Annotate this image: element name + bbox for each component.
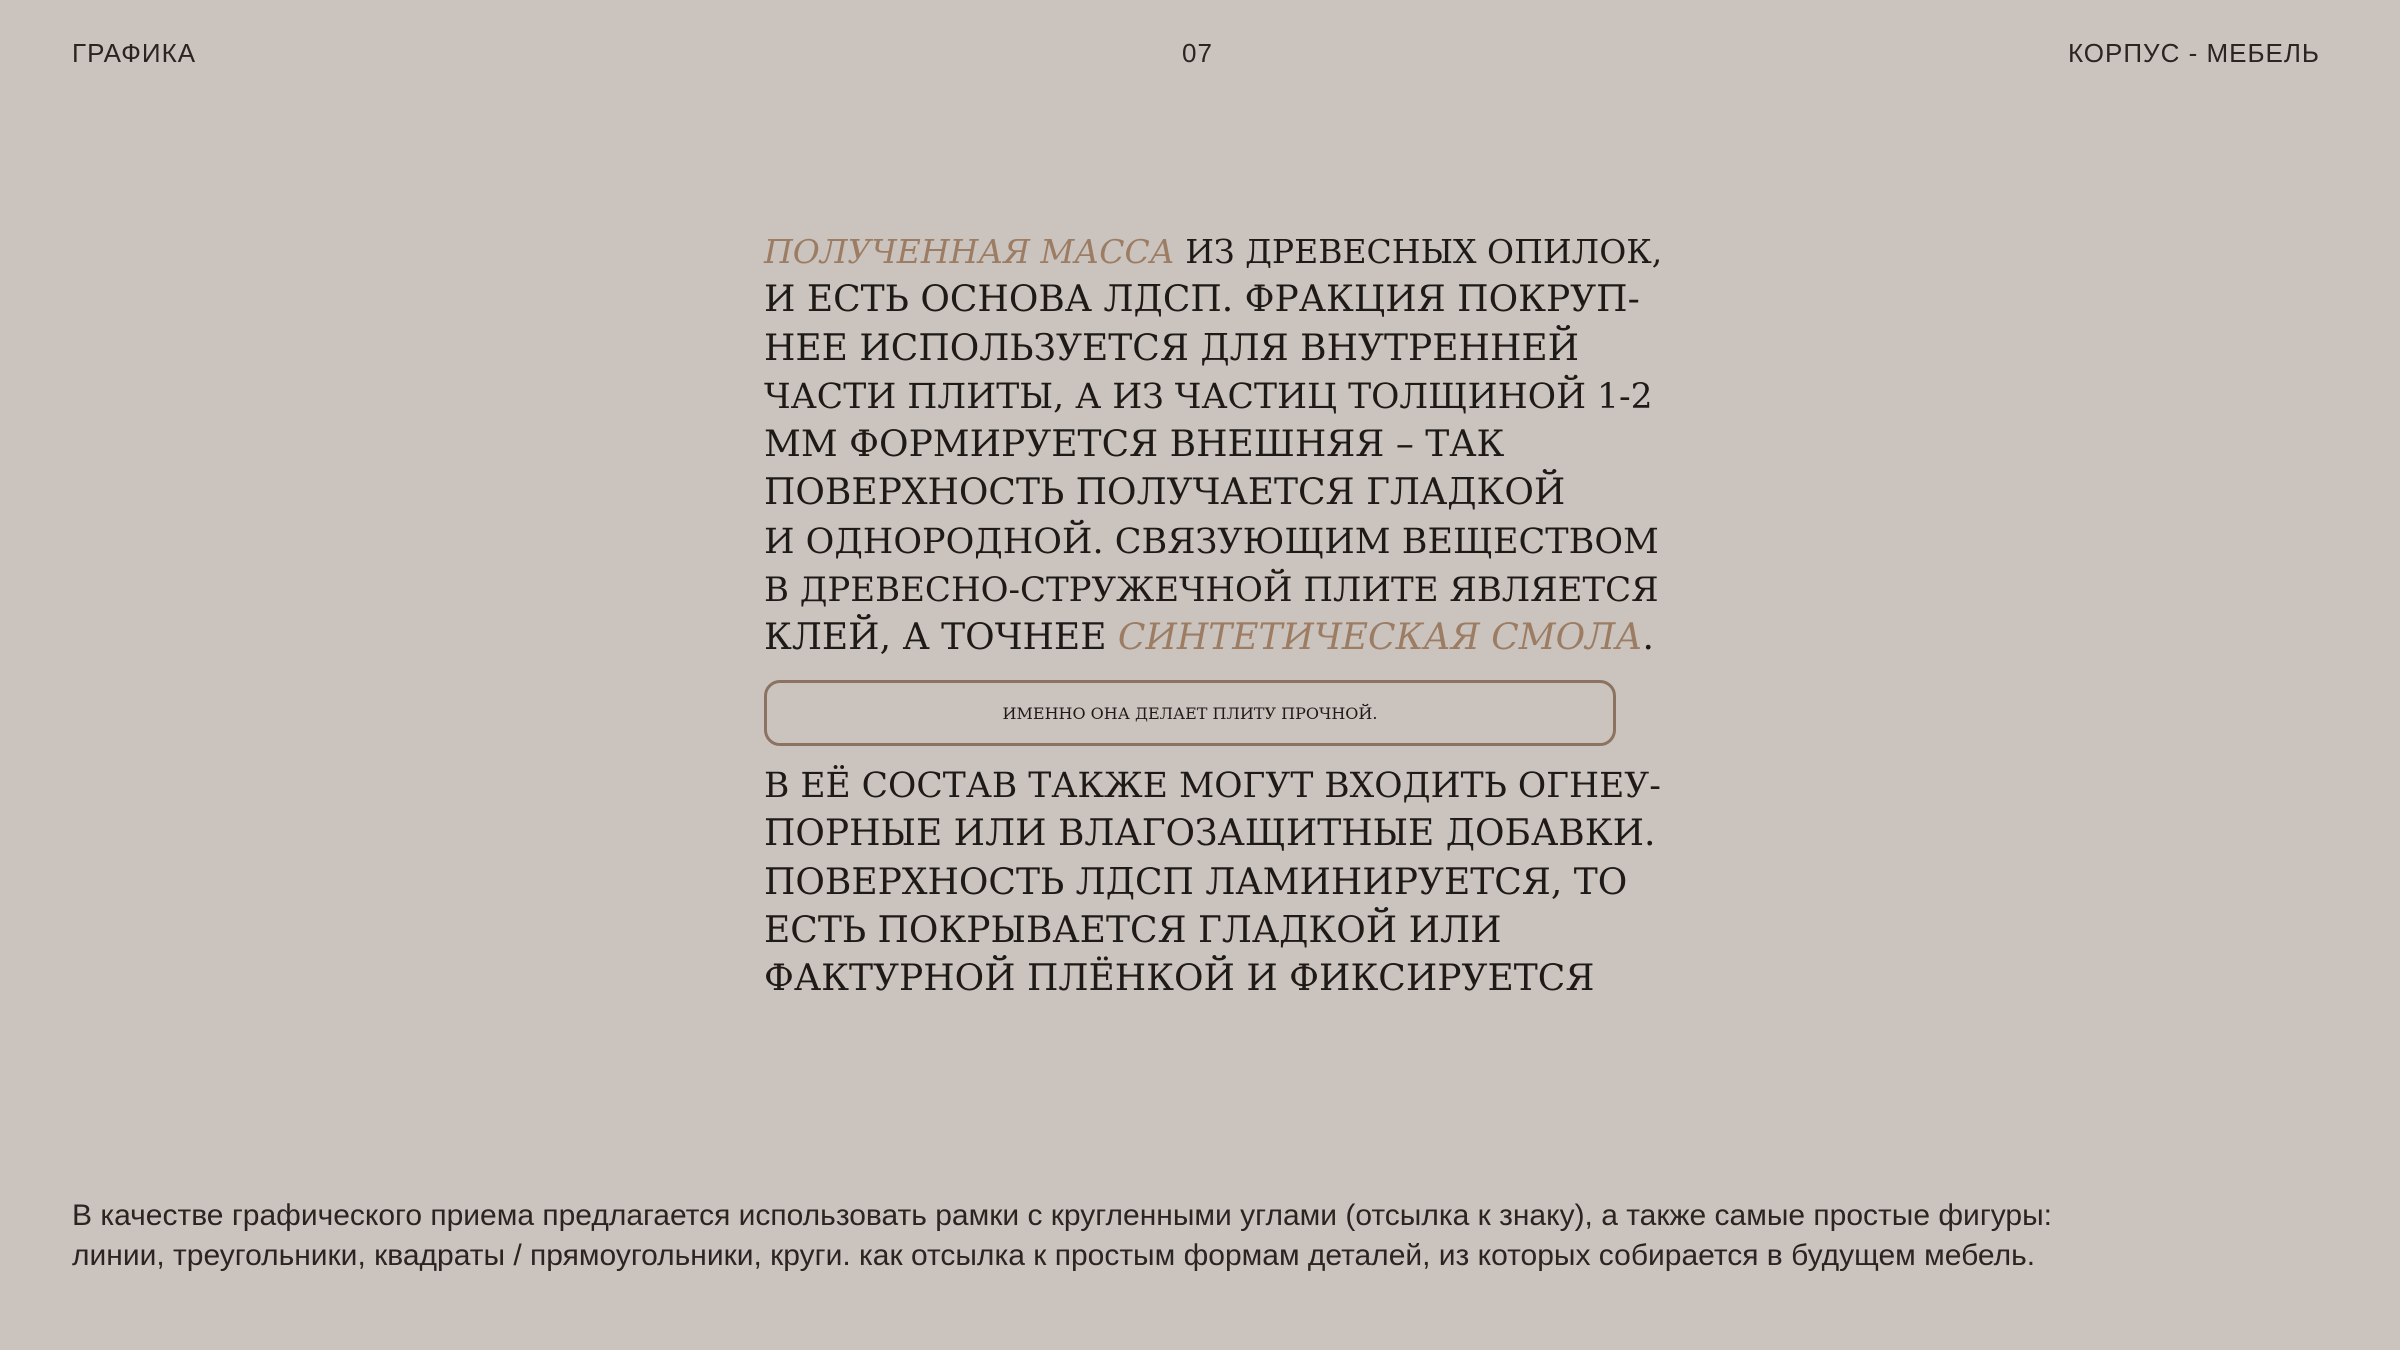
accent-text: ПОЛУЧЕННАЯ МАССА xyxy=(764,232,1175,271)
caption-line: В качестве графического приема предлагается использовать рамки с кругленными углами (отсылка к знаку), а также самые простые фигуры: xyxy=(72,1199,2052,1232)
article-line: И ОДНОРОДНОЙ. СВЯЗУЮЩИМ ВЕЩЕСТВОМ xyxy=(764,521,1659,562)
section-title: ГРАФИКА xyxy=(72,38,197,68)
project-title: КОРПУС - МЕБЕЛЬ xyxy=(2067,38,2320,68)
article-line xyxy=(764,614,1664,662)
caption-line: линии, треугольники, квадраты / прямоугольники, круги. как отсылка к простым формам деталей, из которых собирается в будущем мебель. xyxy=(72,1239,2036,1272)
accent-text: СИНТЕТИЧЕСКАЯ СМОЛА xyxy=(1117,617,1643,659)
article-line: В ДРЕВЕСНО-СТРУЖЕЧНОЙ ПЛИТЕ ЯВЛЯЕТСЯ xyxy=(764,570,1659,611)
rounded-frame-statement: ИМЕННО ОНА ДЕЛАЕТ ПЛИТУ ПРОЧНОЙ. xyxy=(764,680,1616,746)
article-line: ЧАСТИ ПЛИТЫ, А ИЗ ЧАСТИЦ ТОЛЩИНОЙ 1-2 xyxy=(764,376,1653,417)
article-text xyxy=(764,228,1664,663)
article-line: ПОВЕРХНОСТЬ ПОЛУЧАЕТСЯ ГЛАДКОЙ xyxy=(764,472,1566,514)
article-line: ПОВЕРХНОСТЬ ЛДСП ЛАМИНИРУЕТСЯ, ТО xyxy=(764,861,1628,903)
article-line: И ЕСТЬ ОСНОВА ЛДСП. ФРАКЦИЯ ПОКРУП- xyxy=(764,279,1640,321)
article-line: НЕЕ ИСПОЛЬЗУЕТСЯ ДЛЯ ВНУТРЕННЕЙ xyxy=(764,327,1580,369)
article-line: ФАКТУРНОЙ ПЛЁНКОЙ И ФИКСИРУЕТСЯ xyxy=(764,958,1595,1000)
article-text-segment: . xyxy=(1642,617,1654,659)
page-number: 07 xyxy=(1182,38,1213,68)
article-line: В ЕЁ СОСТАВ ТАКЖЕ МОГУТ ВХОДИТЬ ОГНЕУ- xyxy=(764,766,1661,806)
article-text-continued xyxy=(764,762,1664,1003)
article-text-segment: КЛЕЙ, А ТОЧНЕЕ xyxy=(764,617,1118,659)
article-line xyxy=(764,228,1664,276)
article-line: ПОРНЫЕ ИЛИ ВЛАГОЗАЩИТНЫЕ ДОБАВКИ. xyxy=(764,813,1656,855)
article-line: ММ ФОРМИРУЕТСЯ ВНЕШНЯЯ – ТАК xyxy=(764,424,1505,466)
article-line: ЕСТЬ ПОКРЫВАЕТСЯ ГЛАДКОЙ ИЛИ xyxy=(764,909,1502,951)
caption-description xyxy=(72,1196,2362,1276)
article-text-segment: ИЗ ДРЕВЕСНЫХ ОПИЛОК, xyxy=(1174,232,1663,271)
